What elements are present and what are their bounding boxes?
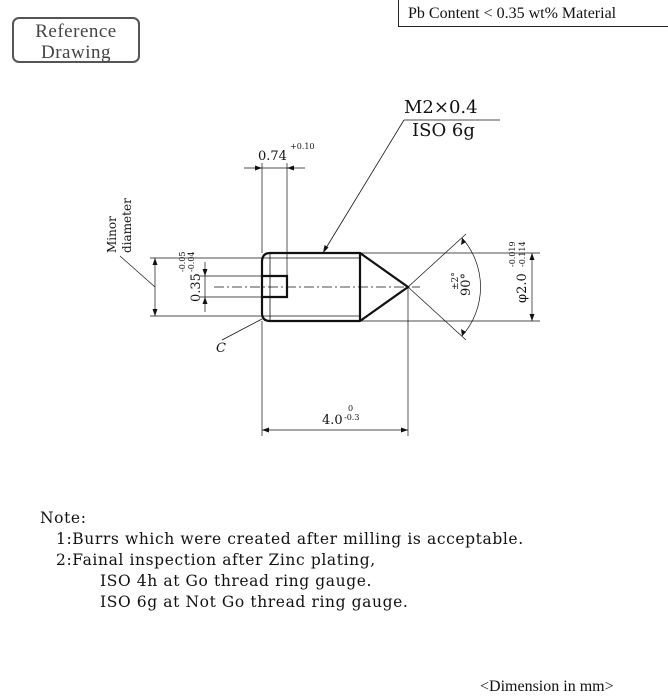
slot-width-tolerance: +0.10	[290, 142, 315, 151]
reference-stamp-line2: Drawing	[41, 42, 111, 63]
minor-diameter-label-2: diameter	[120, 198, 134, 253]
point-angle-tolerance: ±2°	[451, 272, 461, 290]
thread-tolerance-label: ISO 6g	[412, 120, 475, 141]
slot-depth-tol-lower: -0.04	[187, 251, 196, 272]
note-item-2: 2:Fainal inspection after Zinc plating,	[56, 551, 376, 569]
note-item-1: 1:Burrs which were created after milling is acceptable.	[56, 530, 524, 548]
outer-diameter-tol-lower: -0.114	[518, 241, 527, 267]
note-item-2a: ISO 4h at Go thread ring gauge.	[100, 572, 373, 590]
outer-diameter-value: φ2.0	[515, 273, 530, 303]
slot-depth-value: 0.35	[189, 273, 204, 302]
slot-depth-tol-upper: -0.05	[178, 251, 187, 272]
outer-diameter-tol-upper: -0.019	[508, 241, 517, 267]
dimension-unit-note: <Dimension in mm>	[480, 678, 614, 695]
length-tol-upper: 0	[348, 404, 354, 413]
minor-diameter-label-1: Minor	[105, 216, 119, 253]
length-value: 4.0	[322, 413, 343, 428]
length-tol-lower: -0.3	[344, 413, 360, 422]
reference-stamp-line1: Reference	[35, 21, 117, 42]
thread-size-label: M2×0.4	[404, 97, 478, 118]
notes-title: Note:	[40, 509, 87, 527]
material-note-box: Pb Content < 0.35 wt% Material	[398, 0, 668, 27]
point-angle-value: 90°	[459, 272, 474, 296]
chamfer-label: C	[216, 341, 226, 356]
note-item-2b: ISO 6g at Not Go thread ring gauge.	[100, 593, 409, 611]
notes-block	[40, 508, 524, 613]
slot-width-value: 0.74	[258, 149, 287, 164]
